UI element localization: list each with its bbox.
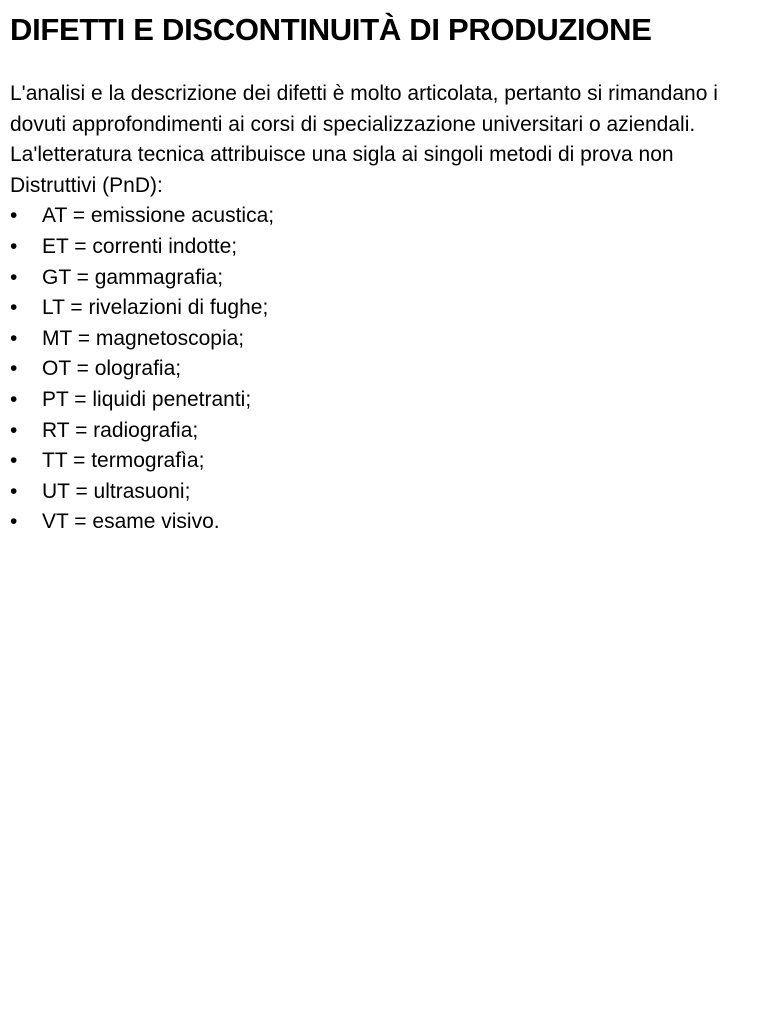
list-item xyxy=(10,385,762,416)
list-item-text: MT = magnetoscopia; xyxy=(42,326,245,350)
list-item-text: OT = olografia; xyxy=(42,357,182,381)
list-item-text: RT = radiografia; xyxy=(42,418,199,442)
list-item xyxy=(10,507,762,538)
bullet-icon: • xyxy=(10,204,18,228)
bullet-icon: • xyxy=(10,265,18,289)
list-item xyxy=(10,232,762,263)
page-title: DIFETTI E DISCONTINUITÀ DI PRODUZIONE xyxy=(10,12,652,47)
list-item-text: ET = correnti indotte; xyxy=(42,234,238,258)
list-item xyxy=(10,416,762,447)
bullet-icon: • xyxy=(10,479,18,503)
list-item xyxy=(10,446,762,477)
intro-paragraph: L'analisi e la descrizione dei difetti è molto articolata, pertanto si rimandano i dovuti approfondimenti ai corsi di specializzazione universitari o aziendali. xyxy=(10,82,718,136)
bullet-icon: • xyxy=(10,234,18,258)
list-item xyxy=(10,324,762,355)
list-item xyxy=(10,201,762,232)
bullet-icon: • xyxy=(10,387,18,411)
list-item-text: PT = liquidi penetranti; xyxy=(42,387,252,411)
bullet-icon: • xyxy=(10,418,18,442)
bullet-icon: • xyxy=(10,296,18,320)
list-item-text: LT = rivelazioni di fughe; xyxy=(42,296,269,320)
list-item-text: UT = ultrasuoni; xyxy=(42,479,191,503)
list-item xyxy=(10,477,762,508)
list-item-text: VT = esame visivo. xyxy=(42,510,220,534)
document-page xyxy=(10,8,762,538)
bullet-icon: • xyxy=(10,357,18,381)
list-item-text: TT = termografìa; xyxy=(42,449,205,473)
ndt-methods-list xyxy=(10,201,762,538)
bullet-icon: • xyxy=(10,449,18,473)
bullet-icon: • xyxy=(10,510,18,534)
list-item-text: GT = gammagrafia; xyxy=(42,265,224,289)
document-body xyxy=(10,79,762,538)
list-item xyxy=(10,263,762,294)
list-item-text: AT = emissione acustica; xyxy=(42,204,275,228)
list-item xyxy=(10,354,762,385)
list-item xyxy=(10,293,762,324)
methods-intro-paragraph: La'letteratura tecnica attribuisce una sigla ai singoli metodi di prova non Distruttivi (PnD): xyxy=(10,143,674,197)
bullet-icon: • xyxy=(10,326,18,350)
